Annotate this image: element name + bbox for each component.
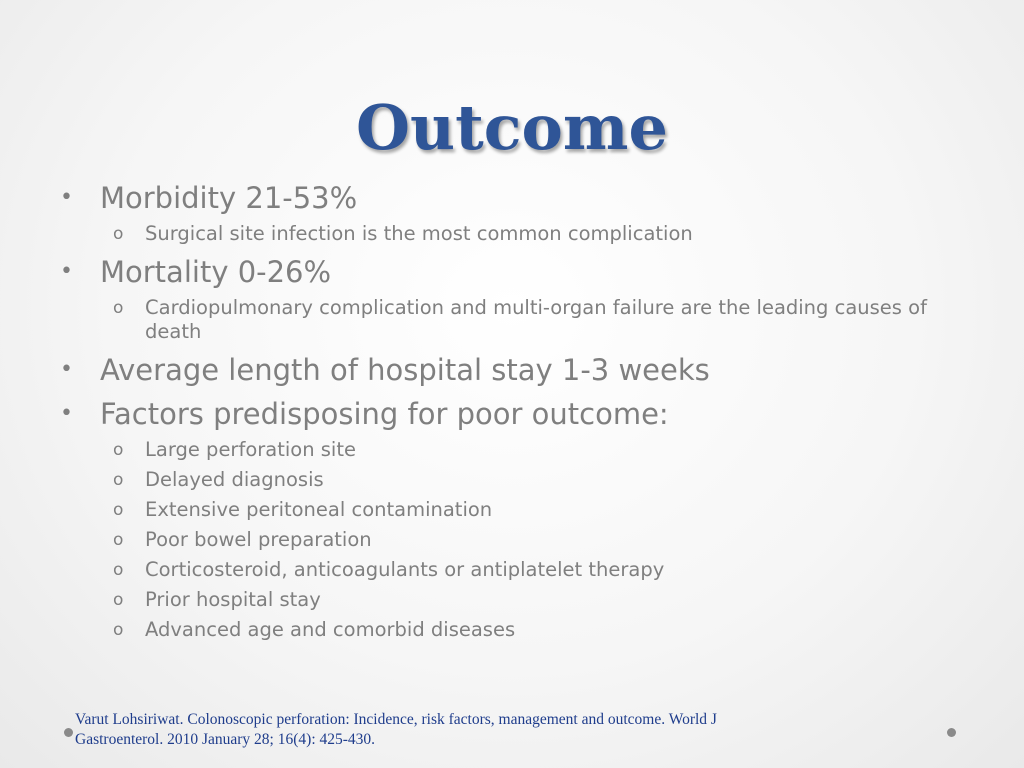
sub-bullet-item bbox=[60, 618, 960, 642]
bullet-text: Factors predisposing for poor outcome: bbox=[100, 397, 669, 431]
bullet-item-mortality bbox=[60, 254, 960, 290]
decorative-dot-right bbox=[947, 728, 956, 737]
sub-bullet-text: Delayed diagnosis bbox=[145, 468, 324, 491]
sub-bullet-marker: o bbox=[113, 500, 124, 520]
bullet-item-hospital-stay bbox=[60, 352, 960, 388]
sub-bullet-text: Large perforation site bbox=[145, 438, 356, 461]
bullet-text: Average length of hospital stay 1-3 weeks bbox=[100, 353, 710, 387]
sub-bullet-text: Poor bowel preparation bbox=[145, 528, 372, 551]
sub-bullet-item bbox=[60, 558, 960, 582]
decorative-dot-left bbox=[64, 728, 73, 737]
sub-bullet-text: Cardiopulmonary complication and multi-organ failure are the leading causes of death bbox=[145, 296, 927, 343]
sub-bullet-marker: o bbox=[113, 620, 124, 640]
sub-bullet-text: Corticosteroid, anticoagulants or antiplatelet therapy bbox=[145, 558, 665, 581]
bullet-marker: • bbox=[60, 357, 73, 382]
bullet-text: Morbidity 21-53% bbox=[100, 181, 358, 215]
bullet-marker: • bbox=[60, 185, 73, 210]
sub-bullet-marker: o bbox=[113, 224, 124, 244]
sub-bullet-item bbox=[60, 498, 960, 522]
sub-bullet-marker: o bbox=[113, 470, 124, 490]
bullet-item-predisposing-factors bbox=[60, 396, 960, 432]
sub-bullet-marker: o bbox=[113, 530, 124, 550]
sub-bullet-item bbox=[60, 222, 960, 246]
sub-bullet-item bbox=[60, 588, 960, 612]
bullet-text: Mortality 0-26% bbox=[100, 255, 332, 289]
sub-bullet-marker: o bbox=[113, 560, 124, 580]
sub-bullet-item bbox=[60, 438, 960, 462]
sub-bullet-item bbox=[60, 468, 960, 492]
slide-title: Outcome bbox=[356, 91, 668, 164]
sub-bullet-marker: o bbox=[113, 590, 124, 610]
sub-bullet-text: Surgical site infection is the most common complication bbox=[145, 222, 693, 245]
bullet-marker: • bbox=[60, 259, 73, 284]
sub-bullet-marker: o bbox=[113, 298, 124, 318]
bullet-item-morbidity bbox=[60, 180, 960, 216]
bullet-list bbox=[60, 180, 960, 642]
bullet-marker: • bbox=[60, 401, 73, 426]
citation bbox=[75, 710, 875, 750]
sub-bullet-item bbox=[60, 528, 960, 552]
sub-bullet-text: Prior hospital stay bbox=[145, 588, 321, 611]
sub-bullet-marker: o bbox=[113, 440, 124, 460]
sub-bullet-text: Extensive peritoneal contamination bbox=[145, 498, 493, 521]
sub-bullet-item bbox=[60, 296, 960, 344]
sub-bullet-text: Advanced age and comorbid diseases bbox=[145, 618, 516, 641]
citation-line-1: Varut Lohsiriwat. Colonoscopic perforation: Incidence, risk factors, management and outcome. World J bbox=[75, 711, 717, 728]
citation-line-2: Gastroenterol. 2010 January 28; 16(4): 425-430. bbox=[75, 731, 376, 748]
